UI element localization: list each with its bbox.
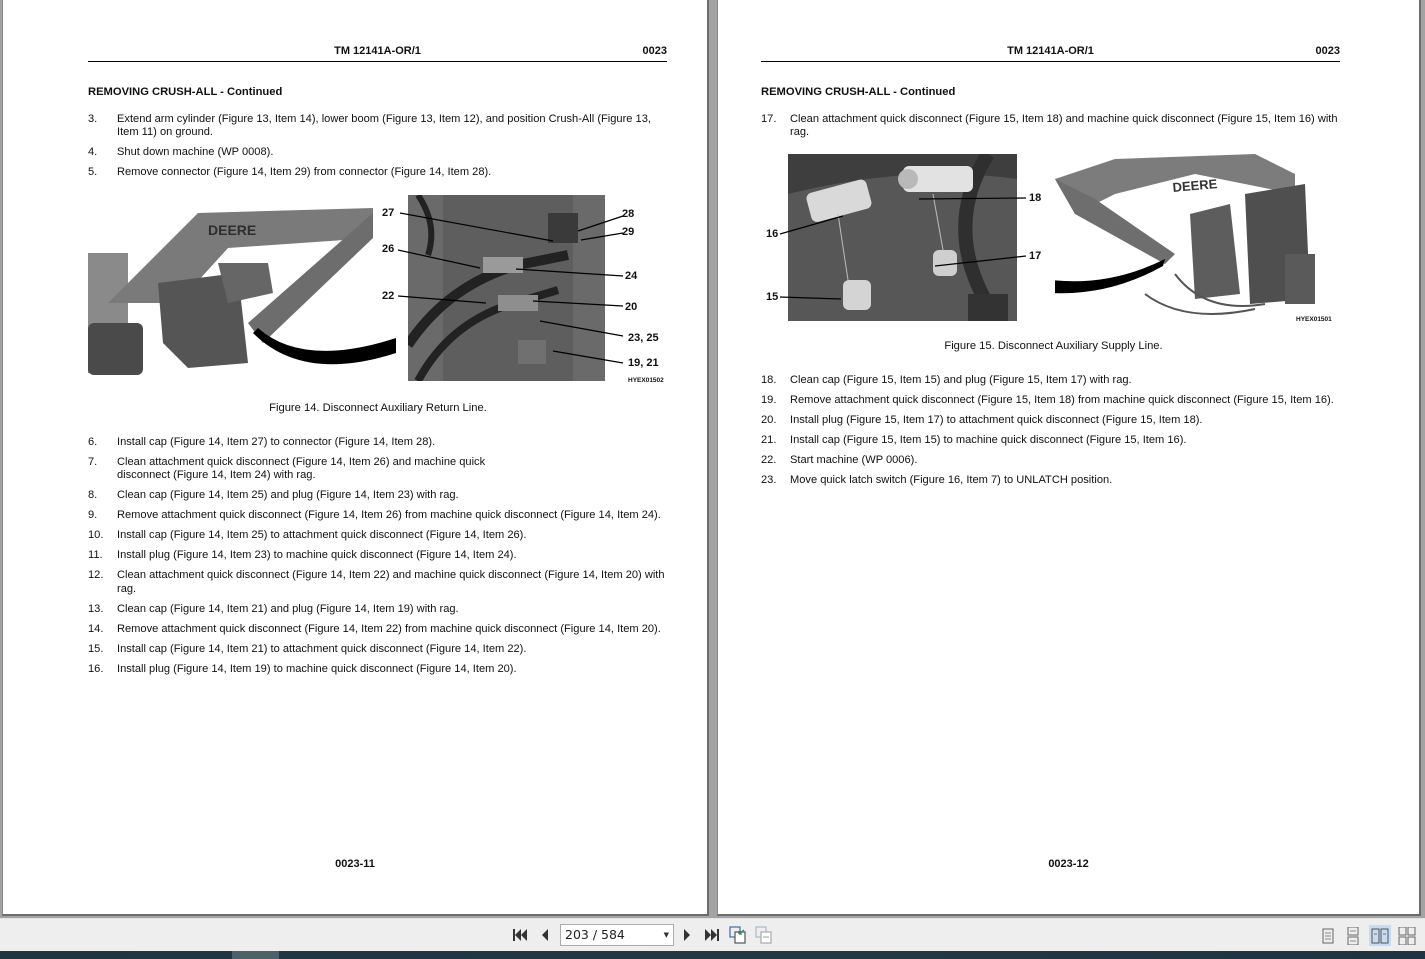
step-text: Install plug (Figure 15, Item 17) to attachment quick disconnect (Figure 15, Item 18). [790,414,1203,426]
wp-number: 0023 [1315,45,1340,57]
step-item [88,509,668,522]
prev-page-icon [540,928,550,942]
step-text: Clean attachment quick disconnect (Figure 14, Item 22) and machine quick disconnect (Figure 14, Item 20) with rag. [117,569,665,595]
figure-caption: Figure 15. Disconnect Auxiliary Supply Line. [944,340,1163,352]
step-text: Clean cap (Figure 14, Item 25) and plug (Figure 14, Item 23) with rag. [117,489,459,502]
step-number: 16. [88,662,104,675]
step-text: Remove attachment quick disconnect (Figure 15, Item 18) from machine quick disconnect (Figure 15, Item 16). [790,394,1334,406]
step-text: Remove attachment quick disconnect (Figure 14, Item 26) from machine quick disconnect (Figure 14, Item 24). [117,509,661,522]
step-item [88,456,668,483]
next-view-button[interactable] [754,925,774,945]
steps-list [88,113,668,186]
callout-label: 28 [622,208,635,220]
step-item [761,454,1346,467]
next-page-icon [682,928,692,942]
step-number: 12. [88,569,104,582]
doc-number: TM 12141A-OR/1 [1007,45,1094,57]
page-right [717,0,1421,916]
page-header [88,45,667,62]
callout-label: 29 [622,226,635,238]
step-number: 11. [88,549,103,562]
prev-page-button[interactable] [535,925,555,945]
step-item [88,146,668,159]
step-item [88,663,668,676]
step-item [88,489,668,502]
step-number: 23. [761,474,777,486]
step-item [88,113,668,140]
step-text: Extend arm cylinder (Figure 13, Item 14), lower boom (Figure 13, Item 12), and position Crush-All (Figure 13, Item 11) on ground. [117,113,651,139]
step-text: Install cap (Figure 14, Item 21) to attachment quick disconnect (Figure 14, Item 22). [117,642,527,655]
callout-label: 20 [625,301,638,313]
figure-image-id: HYEX01502 [628,377,664,384]
step-number: 20. [761,414,777,426]
step-item [88,529,668,542]
callout-label: 27 [382,207,395,219]
continuous-page-icon [1346,927,1360,945]
step-number: 13. [88,602,104,615]
callout-label: 24 [625,270,638,282]
figure-15 [761,154,1346,359]
continuous-facing-icon [1398,927,1416,945]
first-page-icon [512,928,528,942]
callout-label: 17 [1029,250,1042,262]
figure-caption: Figure 14. Disconnect Auxiliary Return Line. [269,402,487,414]
callout-label: 15 [766,291,779,303]
callout-label: 16 [766,228,779,240]
step-text: Remove connector (Figure 14, Item 29) from connector (Figure 14, Item 28). [117,166,492,179]
step-number: 17. [761,113,777,125]
doc-number: TM 12141A-OR/1 [334,45,421,57]
page-number-input[interactable] [560,924,674,946]
step-item [88,623,668,636]
callout-leaders [761,154,1346,324]
step-text: Clean cap (Figure 14, Item 21) and plug (Figure 14, Item 19) with rag. [117,602,459,615]
view-continuous-facing-button[interactable] [1396,925,1418,946]
step-text: Clean cap (Figure 15, Item 15) and plug (Figure 15, Item 17) with rag. [790,374,1132,386]
next-page-button[interactable] [677,925,697,945]
step-item [761,414,1346,427]
step-item [88,549,668,562]
figure-image-id: HYEX01501 [1296,316,1332,323]
step-text: Install plug (Figure 14, Item 23) to machine quick disconnect (Figure 14, Item 24). [117,549,517,562]
step-number: 4. [88,146,98,159]
step-number: 8. [88,489,98,502]
step-text: Install cap (Figure 15, Item 15) to machine quick disconnect (Figure 15, Item 16). [790,434,1187,446]
facing-pages-icon [1371,928,1389,944]
step-item [761,434,1346,447]
step-text: Move quick latch switch (Figure 16, Item 7) to UNLATCH position. [790,474,1113,486]
steps-list [761,113,1346,146]
step-text: Remove attachment quick disconnect (Figure 14, Item 22) from machine quick disconnect (Figure 14, Item 20). [117,622,661,635]
section-title: REMOVING CRUSH-ALL - Continued [88,86,283,98]
step-text: Install cap (Figure 14, Item 27) to connector (Figure 14, Item 28). [117,436,436,448]
single-page-icon [1321,928,1335,944]
step-number: 3. [88,113,98,125]
step-number: 7. [88,456,98,468]
steps-list [88,436,668,683]
previous-view-icon [729,926,747,944]
step-item [761,474,1346,487]
os-taskbar [0,951,1425,959]
step-number: 5. [88,166,98,179]
step-text: Clean attachment quick disconnect (Figure 14, Item 26) and machine quick disconnect (Figure 14, Item 24) with rag. [117,456,486,482]
step-text: Start machine (WP 0006). [790,454,918,466]
step-item [88,166,668,179]
callout-label: 23, 25 [628,332,659,344]
step-item [88,643,668,656]
step-number: 19. [761,394,777,406]
previous-view-button[interactable] [728,925,748,945]
step-text: Install cap (Figure 14, Item 25) to attachment quick disconnect (Figure 14, Item 26). [117,529,527,542]
section-title: REMOVING CRUSH-ALL - Continued [761,86,956,98]
step-text: Install plug (Figure 14, Item 19) to machine quick disconnect (Figure 14, Item 20). [117,662,517,675]
callout-label: 22 [382,290,395,302]
step-item [88,603,668,616]
step-number: 18. [761,374,777,386]
view-single-page-button[interactable] [1317,925,1339,946]
next-view-icon [755,926,773,944]
callout-label: 18 [1029,192,1042,204]
step-item [88,569,668,596]
figure-14 [88,193,668,423]
brand-text: DEERE [208,222,257,238]
callout-leaders [88,193,668,383]
callout-label: 19, 21 [628,357,659,369]
step-number: 14. [88,622,104,635]
wp-number: 0023 [642,45,667,57]
page-left [2,0,709,916]
dropdown-arrow-icon[interactable]: ▼ [663,931,669,939]
page-indicator: 203 / 584 [565,927,625,942]
view-facing-button[interactable] [1369,925,1391,946]
page-header [761,45,1340,62]
first-page-button[interactable] [510,925,530,945]
view-continuous-button[interactable] [1342,925,1364,946]
step-number: 21. [761,434,777,446]
taskbar-active-item[interactable] [232,951,279,959]
callout-label: 26 [382,243,395,255]
brand-text: DEERE [1171,176,1218,195]
step-number: 22. [761,454,777,466]
page-number: 0023-12 [1048,858,1089,870]
last-page-icon [704,928,720,942]
step-number: 15. [88,642,104,655]
step-item [761,374,1346,387]
step-number: 6. [88,436,98,448]
step-number: 9. [88,509,98,522]
step-item [761,113,1346,140]
steps-list [761,374,1346,494]
navigation-toolbar [0,918,1425,951]
page-number: 0023-11 [335,858,375,870]
step-item [88,436,668,449]
last-page-button[interactable] [702,925,722,945]
step-text: Clean attachment quick disconnect (Figure 15, Item 18) and machine quick disconnect (Figure 15, Item 16) with rag. [790,113,1338,139]
step-number: 10. [88,529,104,542]
step-text: Shut down machine (WP 0008). [117,146,274,159]
step-item [761,394,1346,407]
